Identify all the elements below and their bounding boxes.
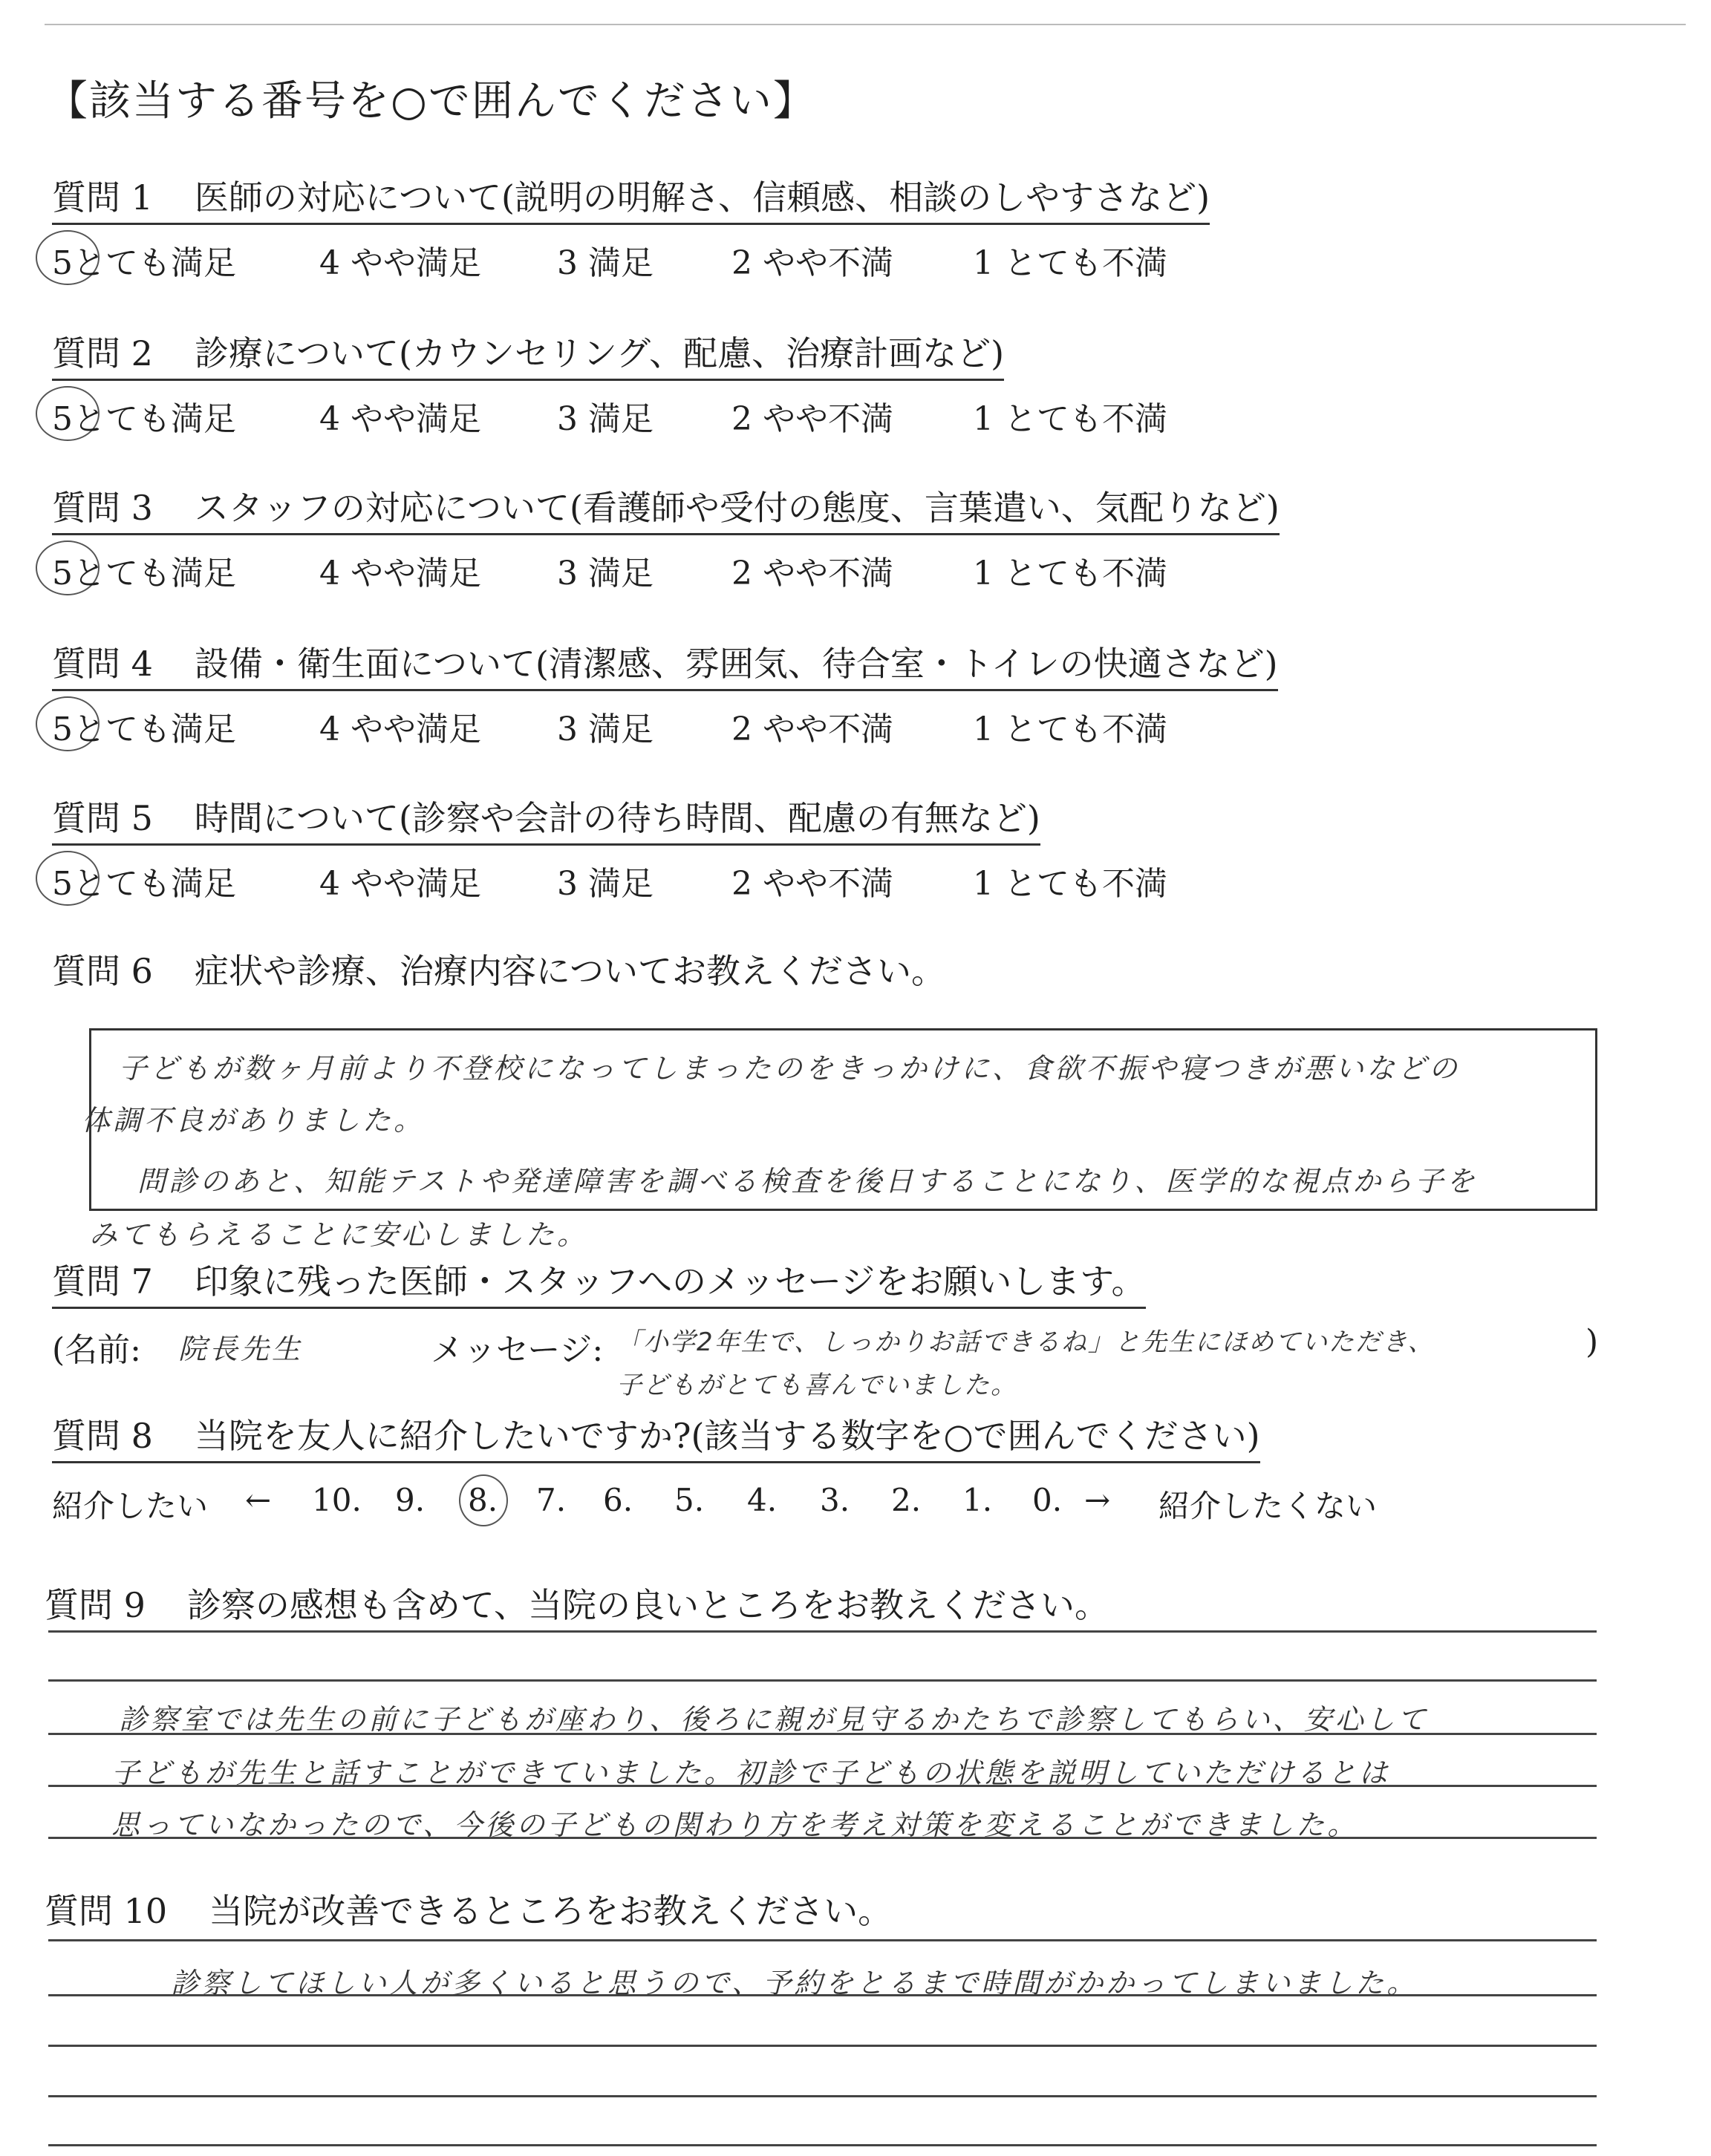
question-7 — [52, 1255, 1146, 1309]
option-1[interactable]: 1 とても不満 — [973, 244, 1167, 282]
handwritten-answer-line: みてもらえることに安心しました。 — [89, 1218, 589, 1251]
question-number: 質問 8 — [52, 1416, 153, 1456]
question-text: スタッフの対応について(看護師や受付の態度、言葉遣い、気配りなど) — [194, 488, 1280, 528]
question-10 — [45, 1884, 892, 1933]
option-2[interactable]: 2 やや不満 — [731, 710, 893, 748]
handwritten-answer-line: 診察室では先生の前に子どもが座わり、後ろに親が見守るかたちで診察してもらい、安心して — [119, 1703, 1429, 1736]
scale-left-label: 紹介したい — [52, 1488, 209, 1524]
handwritten-answer-line: 子どもが数ヶ月前より不登校になってしまったのをきっかけに、食欲不振や寝つきが悪いなどの — [119, 1052, 1461, 1085]
rating-options-q3 — [52, 546, 1240, 591]
handwritten-message-line[interactable]: 「小学2年生で、しっかりお話できるね」と先生にほめていただき、 — [616, 1327, 1435, 1357]
option-1[interactable]: 1 とても不満 — [973, 400, 1167, 438]
option-3[interactable]: 3 満足 — [557, 555, 654, 592]
question-2 — [52, 327, 1004, 381]
option-4[interactable]: 4 やや満足 — [319, 400, 481, 438]
question-number: 質問 7 — [52, 1261, 153, 1301]
question-text: 当院が改善できるところをお教えください。 — [209, 1891, 893, 1931]
option-5[interactable]: 5とても満足 — [52, 244, 236, 282]
answer-rule — [48, 2144, 1597, 2146]
scale-option-2[interactable]: 2. — [891, 1482, 922, 1518]
scale-option-4[interactable]: 4. — [747, 1482, 778, 1518]
scale-option-9[interactable]: 9. — [395, 1482, 426, 1518]
rating-options-q4 — [52, 702, 1240, 747]
handwritten-answer-line: 子どもが先生と話すことができていました。初診で子どもの状態を説明していただけるとは — [111, 1757, 1391, 1789]
question-text: 時間について(診察や会計の待ち時間、配慮の有無など) — [194, 798, 1040, 838]
option-5[interactable]: 5とても満足 — [52, 400, 236, 438]
option-4[interactable]: 4 やや満足 — [319, 865, 481, 903]
scale-option-3[interactable]: 3. — [820, 1482, 850, 1518]
scale-option-10[interactable]: 10. — [312, 1482, 362, 1518]
handwritten-answer-line: 診察してほしい人が多くいると思うので、予約をとるまで時間がかかってしまいました。 — [171, 1967, 1418, 1999]
question-number: 質問 10 — [45, 1891, 168, 1931]
handwritten-message-line: 子どもがとても喜んでいました。 — [616, 1371, 1017, 1400]
scale-option-7[interactable]: 7. — [536, 1482, 567, 1518]
question-text: 印象に残った医師・スタッフへのメッセージをお願いします。 — [194, 1261, 1146, 1301]
question-6 — [52, 944, 945, 993]
rating-options-q5 — [52, 857, 1240, 901]
handwritten-answer-line: 思っていなかったので、今後の子どもの関わり方を考え対策を変えることができました。 — [111, 1809, 1359, 1841]
option-3[interactable]: 3 満足 — [557, 710, 654, 748]
question-text: 設備・衛生面について(清潔感、雰囲気、待合室・トイレの快適さなど) — [194, 644, 1278, 684]
handwritten-answer-line: 問診のあと、知能テストや発達障害を調べる検査を後日することになり、医学的な視点から子を — [137, 1165, 1478, 1198]
question-text: 症状や診療、治療内容についてお教えください。 — [194, 951, 945, 991]
option-2[interactable]: 2 やや不満 — [731, 400, 893, 438]
question-text: 医師の対応について(説明の明解さ、信頼感、相談のしやすさなど) — [194, 177, 1210, 218]
scale-option-1[interactable]: 1. — [962, 1482, 993, 1518]
message-label: メッセージ: — [431, 1331, 604, 1369]
option-4[interactable]: 4 やや満足 — [319, 244, 481, 282]
name-label: (名前: — [52, 1331, 141, 1369]
option-2[interactable]: 2 やや不満 — [731, 555, 893, 592]
question-text: 当院を友人に紹介したいですか?(該当する数字を○で囲んでください) — [194, 1416, 1260, 1456]
scale-option-0[interactable]: 0. — [1032, 1482, 1063, 1518]
scale-option-5[interactable]: 5. — [674, 1482, 705, 1518]
rating-options-q1 — [52, 236, 1240, 281]
arrow-right-icon: → — [1084, 1482, 1111, 1518]
handwritten-name[interactable]: 院長先生 — [178, 1333, 304, 1365]
close-paren: ) — [1585, 1323, 1599, 1361]
question-text: 診察の感想も含めて、当院の良いところをお教えください。 — [186, 1585, 1109, 1625]
option-3[interactable]: 3 満足 — [557, 244, 654, 282]
option-5[interactable]: 5とても満足 — [52, 710, 236, 748]
option-3[interactable]: 3 満足 — [557, 400, 654, 438]
handwritten-answer-line: 体調不良がありました。 — [82, 1104, 426, 1137]
option-5[interactable]: 5とても満足 — [52, 555, 236, 592]
option-5[interactable]: 5とても満足 — [52, 865, 236, 903]
option-1[interactable]: 1 とても不満 — [973, 555, 1167, 592]
question-number: 質問 3 — [52, 488, 153, 528]
question-number: 質問 2 — [52, 333, 153, 373]
question-3 — [52, 481, 1280, 535]
answer-rule — [48, 2095, 1597, 2097]
answer-rule — [48, 1679, 1597, 1682]
option-1[interactable]: 1 とても不満 — [973, 865, 1167, 903]
scale-option-8[interactable]: 8. — [468, 1482, 498, 1518]
option-2[interactable]: 2 やや不満 — [731, 865, 893, 903]
question-4 — [52, 637, 1278, 691]
scale-option-6[interactable]: 6. — [603, 1482, 633, 1518]
scale-right-label: 紹介したくない — [1158, 1488, 1378, 1524]
option-1[interactable]: 1 とても不満 — [973, 710, 1167, 748]
option-4[interactable]: 4 やや満足 — [319, 710, 481, 748]
answer-rule — [48, 1630, 1597, 1633]
option-2[interactable]: 2 やや不満 — [731, 244, 893, 282]
answer-rule — [48, 2045, 1597, 2047]
option-4[interactable]: 4 やや満足 — [319, 555, 481, 592]
question-text: 診療について(カウンセリング、配慮、治療計画など) — [194, 333, 1005, 373]
page-title: 【該当する番号を○で囲んでください】 — [46, 77, 816, 125]
question-number: 質問 6 — [52, 951, 153, 991]
rating-options-q2 — [52, 392, 1240, 437]
page-top-border — [45, 24, 1686, 25]
question-number: 質問 5 — [52, 798, 153, 838]
arrow-left-icon: ← — [245, 1482, 272, 1518]
answer-rule — [48, 1939, 1597, 1941]
question-5 — [52, 791, 1040, 846]
question-9 — [45, 1578, 1109, 1627]
option-3[interactable]: 3 満足 — [557, 865, 654, 903]
question-number: 質問 9 — [45, 1585, 146, 1625]
question-number: 質問 1 — [52, 177, 153, 218]
question-number: 質問 4 — [52, 644, 153, 684]
recommend-scale — [52, 1482, 1611, 1526]
question-1 — [52, 171, 1210, 225]
question-8 — [52, 1409, 1260, 1463]
